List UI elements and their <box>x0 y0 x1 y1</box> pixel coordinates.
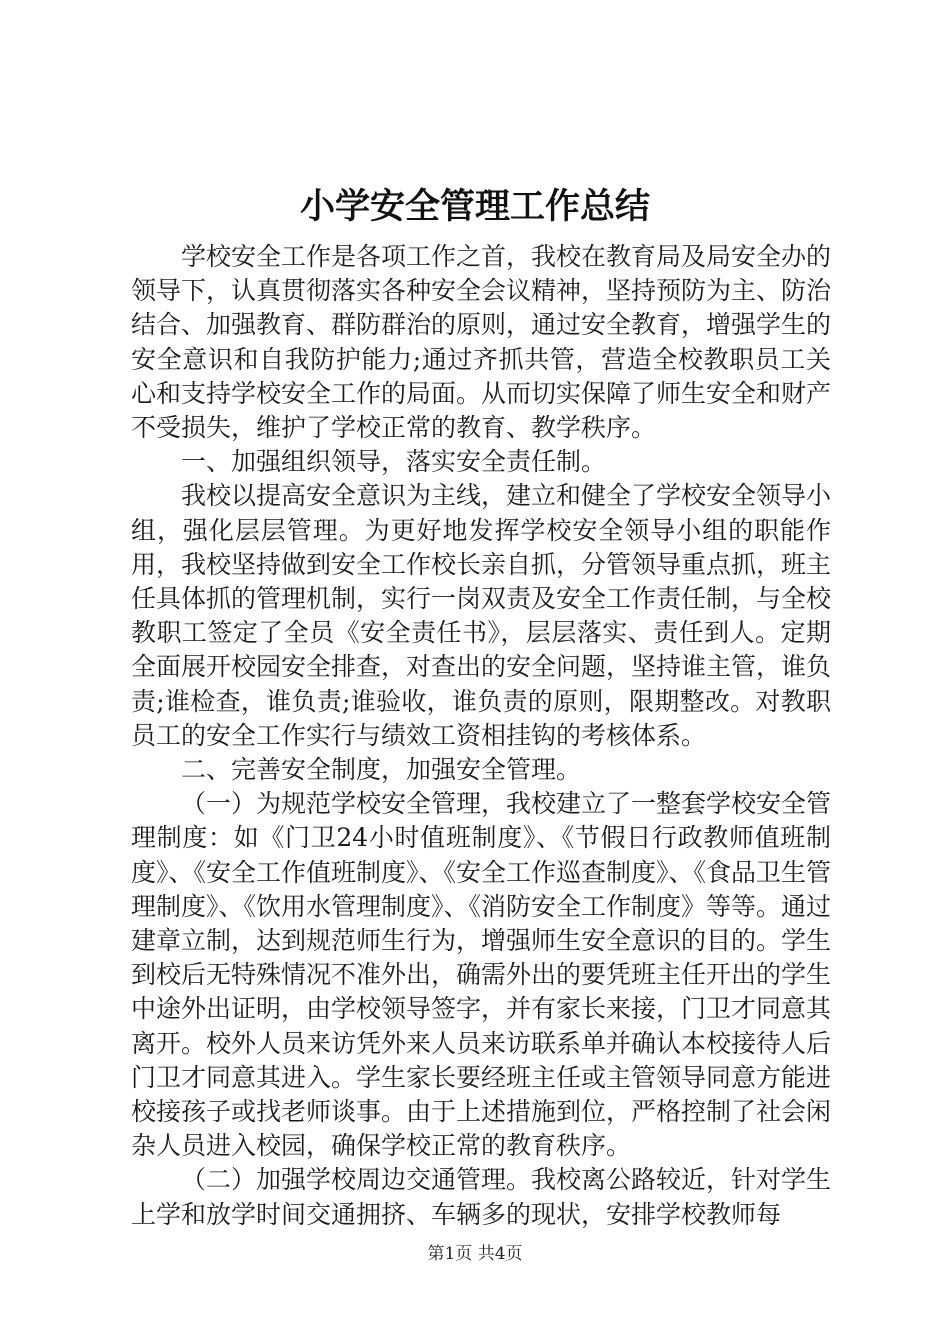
section-2-item-1-paragraph: （一）为规范学校安全管理，我校建立了一整套学校安全管理制度：如《门卫24小时值班制度》、《节假日行政教师值班制度》、《安全工作值班制度》、《安全工作巡查制度》、《食品卫生管理制度》、《饮用水管理制度》、《消防安全工作制度》等等。通过建章立制，达到规范师生行为，增强师生安全意识的目的。学生到校后无特殊情况不准外出，确需外出的要凭班主任开出的学生中途外出证明，由学校领导签字，并有家长来接，门卫才同意其离开。校外人员来访凭外来人员来访联系单并确认本校接待人后门卫才同意其进入。学生家长要经班主任或主管领导同意方能进校接孩子或找老师谈事。由于上述措施到位，严格控制了社会闲杂人员进入校园，确保学校正常的教育秩序。 <box>131 789 832 1161</box>
section-2-item-2-paragraph: （二）加强学校周边交通管理。我校离公路较近，针对学生上学和放学时间交通拥挤、车辆多的现状，安排学校教师每 <box>131 1165 832 1229</box>
section-heading-1: 一、加强组织领导，落实安全责任制。 <box>181 447 607 477</box>
section-1-paragraph: 我校以提高安全意识为主线，建立和健全了学校安全领导小组，强化层层管理。为更好地发挥学校安全领导小组的职能作用，我校坚持做到安全工作校长亲自抓，分管领导重点抓，班主任具体抓的管理机制，实行一岗双责及安全工作责任制，与全校教职工签定了全员《安全责任书》，层层落实、责任到人。定期全面展开校园安全排查，对查出的安全问题，坚持谁主管，谁负责;谁检查，谁负责;谁验收，谁负责的原则，限期整改。对教职员工的安全工作实行与绩效工资相挂钩的考核体系。 <box>131 481 832 750</box>
intro-paragraph: 学校安全工作是各项工作之首，我校在教育局及局安全办的领导下，认真贯彻落实各种安全会议精神，坚持预防为主、防治结合、加强教育、群防群治的原则，通过安全教育，增强学生的安全意识和自我防护能力;通过齐抓共管，营造全校教职员工关心和支持学校安全工作的局面。从而切实保障了师生安全和财产不受损失，维护了学校正常的教育、教学秩序。 <box>131 242 832 443</box>
section-heading-2: 二、完善安全制度，加强安全管理。 <box>181 755 582 785</box>
document-title: 小学安全管理工作总结 <box>299 186 650 227</box>
document-body <box>131 240 831 1232</box>
page-number-footer: 第1页 共4页 <box>427 1244 523 1264</box>
